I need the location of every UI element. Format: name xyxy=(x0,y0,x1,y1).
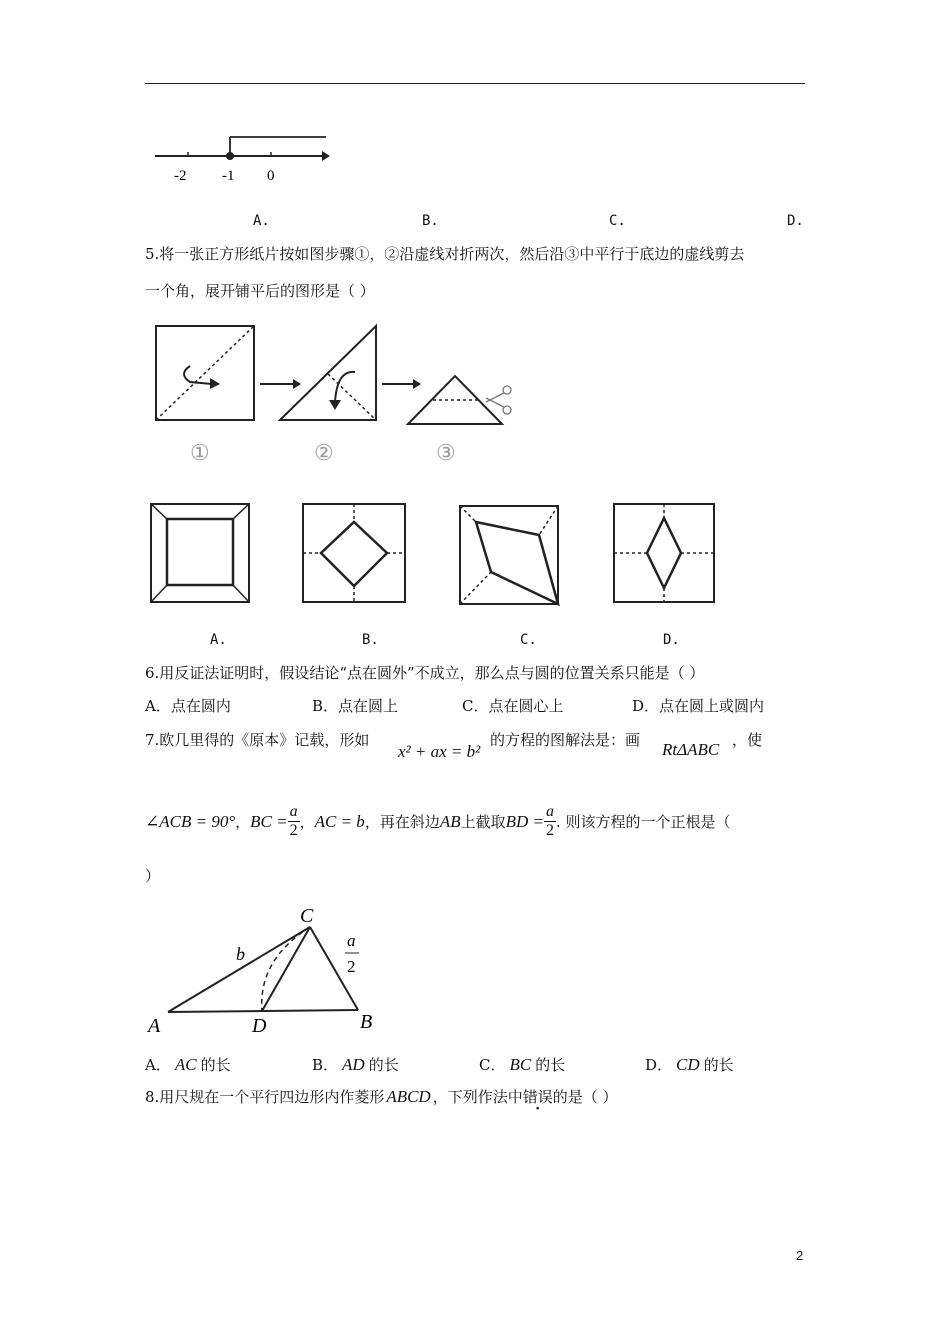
q7-ac: AC = b xyxy=(314,811,365,831)
step2-fold-arrow xyxy=(335,372,355,402)
q4-option-a: A. xyxy=(253,213,270,229)
q5-figure-a xyxy=(151,504,249,602)
folding-steps-figure xyxy=(150,318,520,468)
step3-triangle xyxy=(408,376,502,424)
q7-equation: x² + ax = b² xyxy=(398,742,481,761)
q4-option-c: C. xyxy=(609,213,626,229)
q7-option-d: D． CD 的长 xyxy=(645,1055,734,1074)
tick-label: 0 xyxy=(267,168,275,184)
q6-stem: 6.用反证法证明时，假设结论“点在圆外”不成立，那么点与圆的位置关系只能是（ ） xyxy=(145,664,705,682)
q6-option-b: B．点在圆上 xyxy=(312,697,399,715)
q7-angle: ∠ACB = 90° xyxy=(145,811,236,831)
q5-stem-line2: 一个角，展开铺平后的图形是（ ） xyxy=(145,282,375,300)
q5-option-d: D. xyxy=(663,632,680,648)
label-d: D xyxy=(252,1015,267,1037)
q4-option-d: D. xyxy=(787,213,804,229)
q5-option-a: A. xyxy=(210,632,227,648)
q8-stem: 8.用尺规在一个平行四边形内作菱形 ABCD ，下列作法中 错误 · 的是（ ） xyxy=(145,1087,618,1107)
q7-stem-b: 的方程的图解法是：画 xyxy=(490,731,641,749)
q7-tail: . 则该方程的一个正根是（ xyxy=(556,812,731,831)
label-bvertex: B xyxy=(360,1011,373,1033)
q7-ab: AB xyxy=(439,811,461,831)
tick-label: -2 xyxy=(174,168,187,184)
q8-emphasis: 错误 · xyxy=(523,1087,553,1107)
q5-stem-line1: 5.将一张正方形纸片按如图步骤①，②沿虚线对折两次，然后沿③中平行于底边的虚线剪去 xyxy=(145,245,745,263)
q7-stem-c: ，使 xyxy=(732,731,763,749)
q5-answer-figures xyxy=(145,500,725,608)
step1-fold-line xyxy=(156,326,254,420)
q4-option-b: B. xyxy=(422,213,439,229)
q8-shape: ABCD xyxy=(386,1087,431,1106)
segment-cd xyxy=(262,927,310,1011)
q7-conditions: ∠ACB = 90° ， BC = $\frac{a}{2}$ ， AC = b ，再在斜边 AB 上截取 BD = $\frac{a}{2}$ . 则该方程的一个正根是（ xyxy=(145,803,731,839)
step2-triangle xyxy=(280,326,376,420)
label-b: b xyxy=(236,944,245,964)
q7-bc: BC = xyxy=(250,811,288,831)
q7-comma: ， xyxy=(235,812,251,831)
page-number: 2 xyxy=(796,1248,804,1263)
q7-bc-fraction: $\frac{a}{2}$ xyxy=(289,803,298,839)
step-label-3: ③ xyxy=(436,440,456,465)
step1-arrowhead xyxy=(210,378,220,389)
label-c: C xyxy=(300,905,314,927)
header-rule xyxy=(145,83,805,84)
step-label-2: ② xyxy=(314,440,334,465)
side-ac xyxy=(168,927,310,1012)
q5-figure-b xyxy=(303,504,405,602)
q7-option-a: A． AC 的长 xyxy=(145,1055,231,1074)
scissors-icon xyxy=(486,386,511,414)
step-label-1: ① xyxy=(190,440,210,465)
number-line-figure xyxy=(150,128,340,190)
step1-fold-arrow xyxy=(184,366,212,384)
q5-option-c: C. xyxy=(520,632,537,648)
q7-option-b: B． AD 的长 xyxy=(312,1055,399,1074)
q7-triangle-figure xyxy=(140,900,390,1040)
q6-option-c: C．点在圆心上 xyxy=(462,697,564,715)
label-two: 2 xyxy=(347,957,356,976)
label-a: A xyxy=(148,1015,161,1037)
q7-bd: BD = xyxy=(505,811,545,831)
q5-figure-c xyxy=(460,506,558,604)
q6-option-d: D．点在圆上或圆内 xyxy=(632,697,765,715)
number-line-arrow xyxy=(322,151,330,161)
tick-label: -1 xyxy=(222,168,235,184)
q7-option-c: C． BC 的长 xyxy=(479,1055,566,1074)
q7-stem-a: 7.欧几里得的《原本》记载，形如 xyxy=(145,731,370,749)
q6-option-a: A．点在圆内 xyxy=(145,697,231,715)
label-a-num: a xyxy=(347,931,356,950)
q7-mid: ，再在斜边 xyxy=(364,812,440,831)
q7-triangle-name: RtΔABC xyxy=(662,740,720,759)
q7-mid2: 上截取 xyxy=(460,812,506,831)
q5-option-b: B. xyxy=(362,632,379,648)
q7-close-paren: ） xyxy=(145,867,161,885)
q7-bd-fraction: $\frac{a}{2}$ xyxy=(546,803,555,839)
q5-figure-d xyxy=(614,504,714,602)
